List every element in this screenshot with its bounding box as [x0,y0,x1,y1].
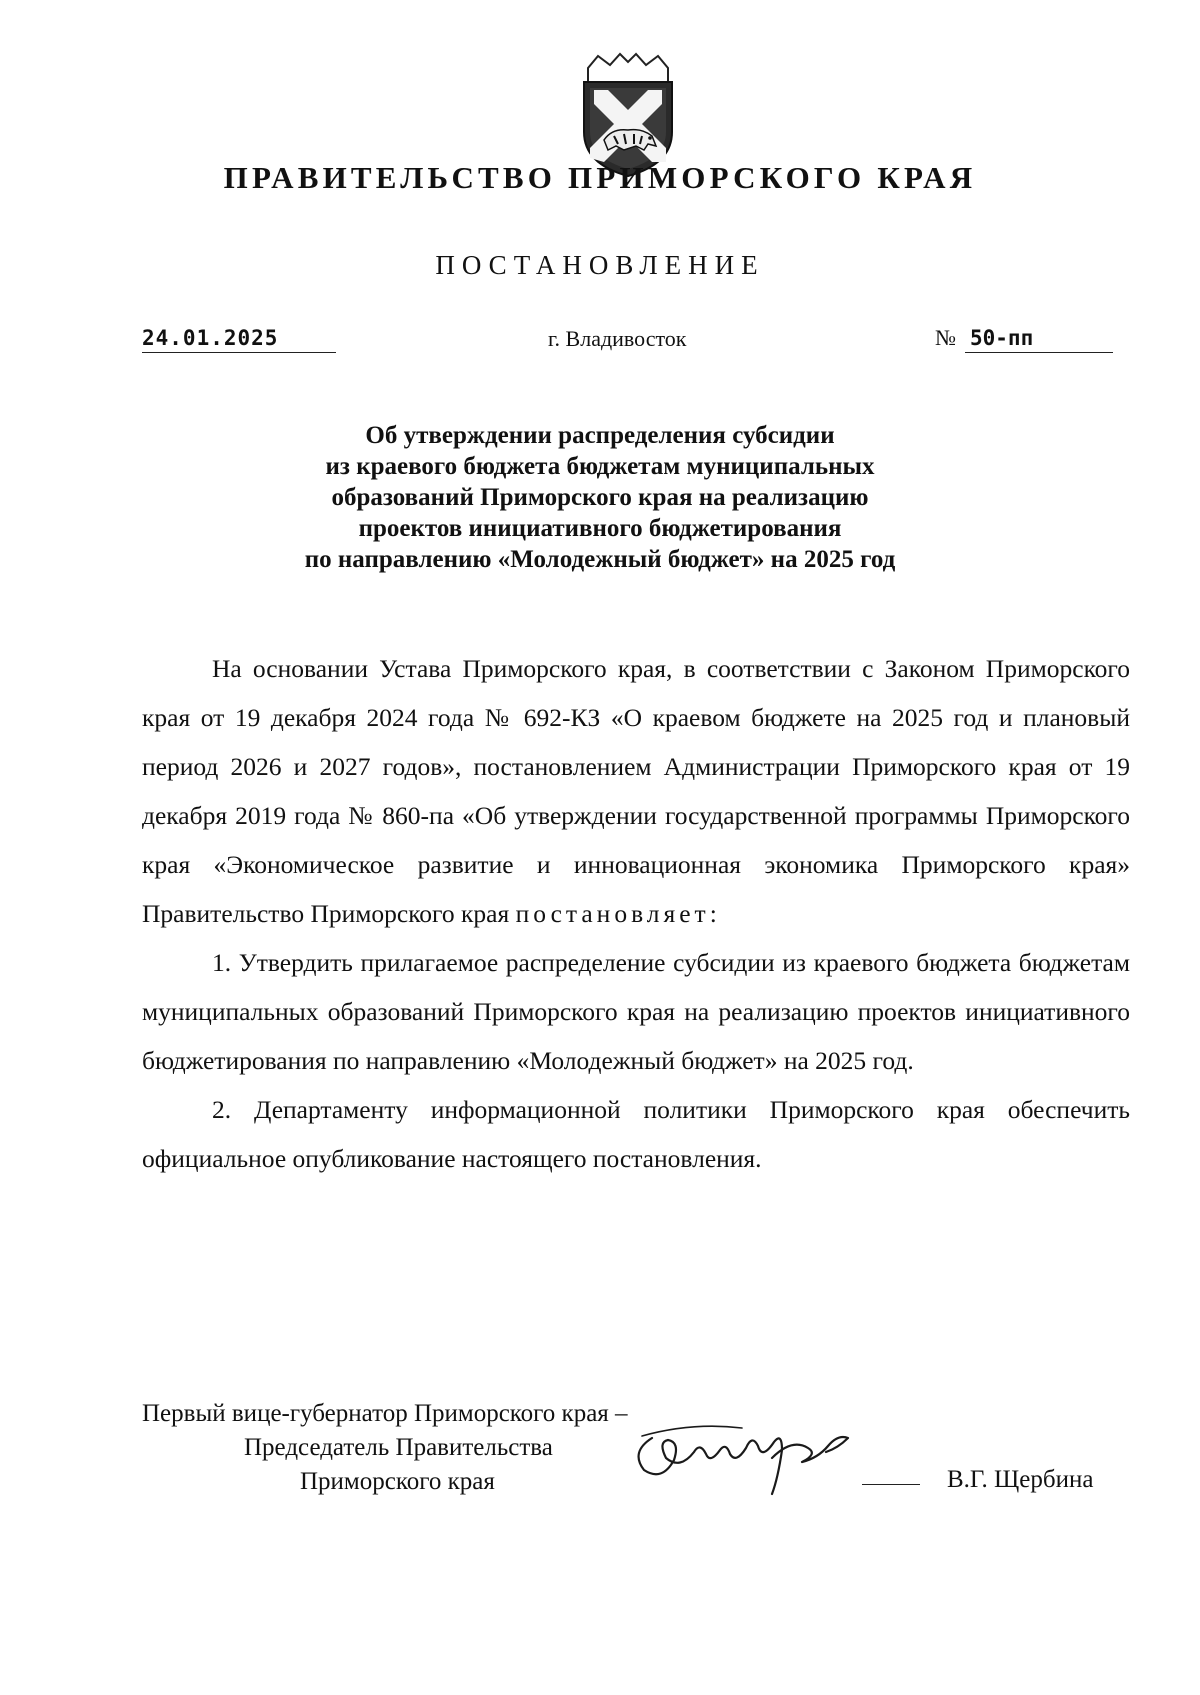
document-heading [0,420,1200,575]
document-number: 50-пп [970,326,1034,350]
handwritten-signature-icon [622,1408,867,1503]
document-type: ПОСТАНОВЛЕНИЕ [435,250,765,280]
heading-line: по направлению «Молодежный бюджет» на 2025 год [304,546,896,573]
number-label: № [935,325,956,350]
signatory-position-line: Первый вице-губернатор Приморского края – [142,1400,628,1427]
date-underline [142,352,336,353]
document-date: 24.01.2025 [142,326,279,350]
document-city: г. Владивосток [548,326,687,351]
preamble-paragraph [142,644,1130,938]
signatory-name: В.Г. Щербина [947,1466,1094,1493]
government-name: ПРАВИТЕЛЬСТВО ПРИМОРСКОГО КРАЯ [223,160,977,195]
decree-word: постановляет: [515,899,721,928]
signatory-position-line: Председатель Правительства [244,1434,553,1461]
preamble-text: На основании Устава Приморского края, в соответствии с Законом Приморского края от 19 декабря 2024 года № 692-КЗ «О краевом бюджете на 2025 год и плановый период 2026 и 2027 годов», постановлением Администрации Приморского края от 19 декабря 2019 года № 860-па «Об утверждении государственной программы Приморского края «Экономическое развитие и инновационная экономика Приморского края» Правительство Приморского края [142,654,1130,928]
heading-line: проектов инициативного бюджетирования [358,515,842,542]
heading-line: из краевого бюджета бюджетам муниципальных [325,453,875,480]
signatory-position-line: Приморского края [300,1468,495,1495]
document-body [142,644,1130,1183]
number-underline [965,352,1113,353]
item-2-paragraph: 2. Департаменту информационной политики Приморского края обеспечить официальное опубликование настоящего постановления. [142,1095,1130,1173]
signature-dash [862,1484,920,1485]
heading-line: образований Приморского края на реализацию [331,484,869,511]
heading-line: Об утверждении распределения субсидии [365,422,835,449]
item-1-paragraph: 1. Утвердить прилагаемое распределение субсидии из краевого бюджета бюджетам муниципальных образований Приморского края на реализацию проектов инициативного бюджетирования по направлению «Молодежный бюджет» на 2025 год. [142,948,1130,1075]
